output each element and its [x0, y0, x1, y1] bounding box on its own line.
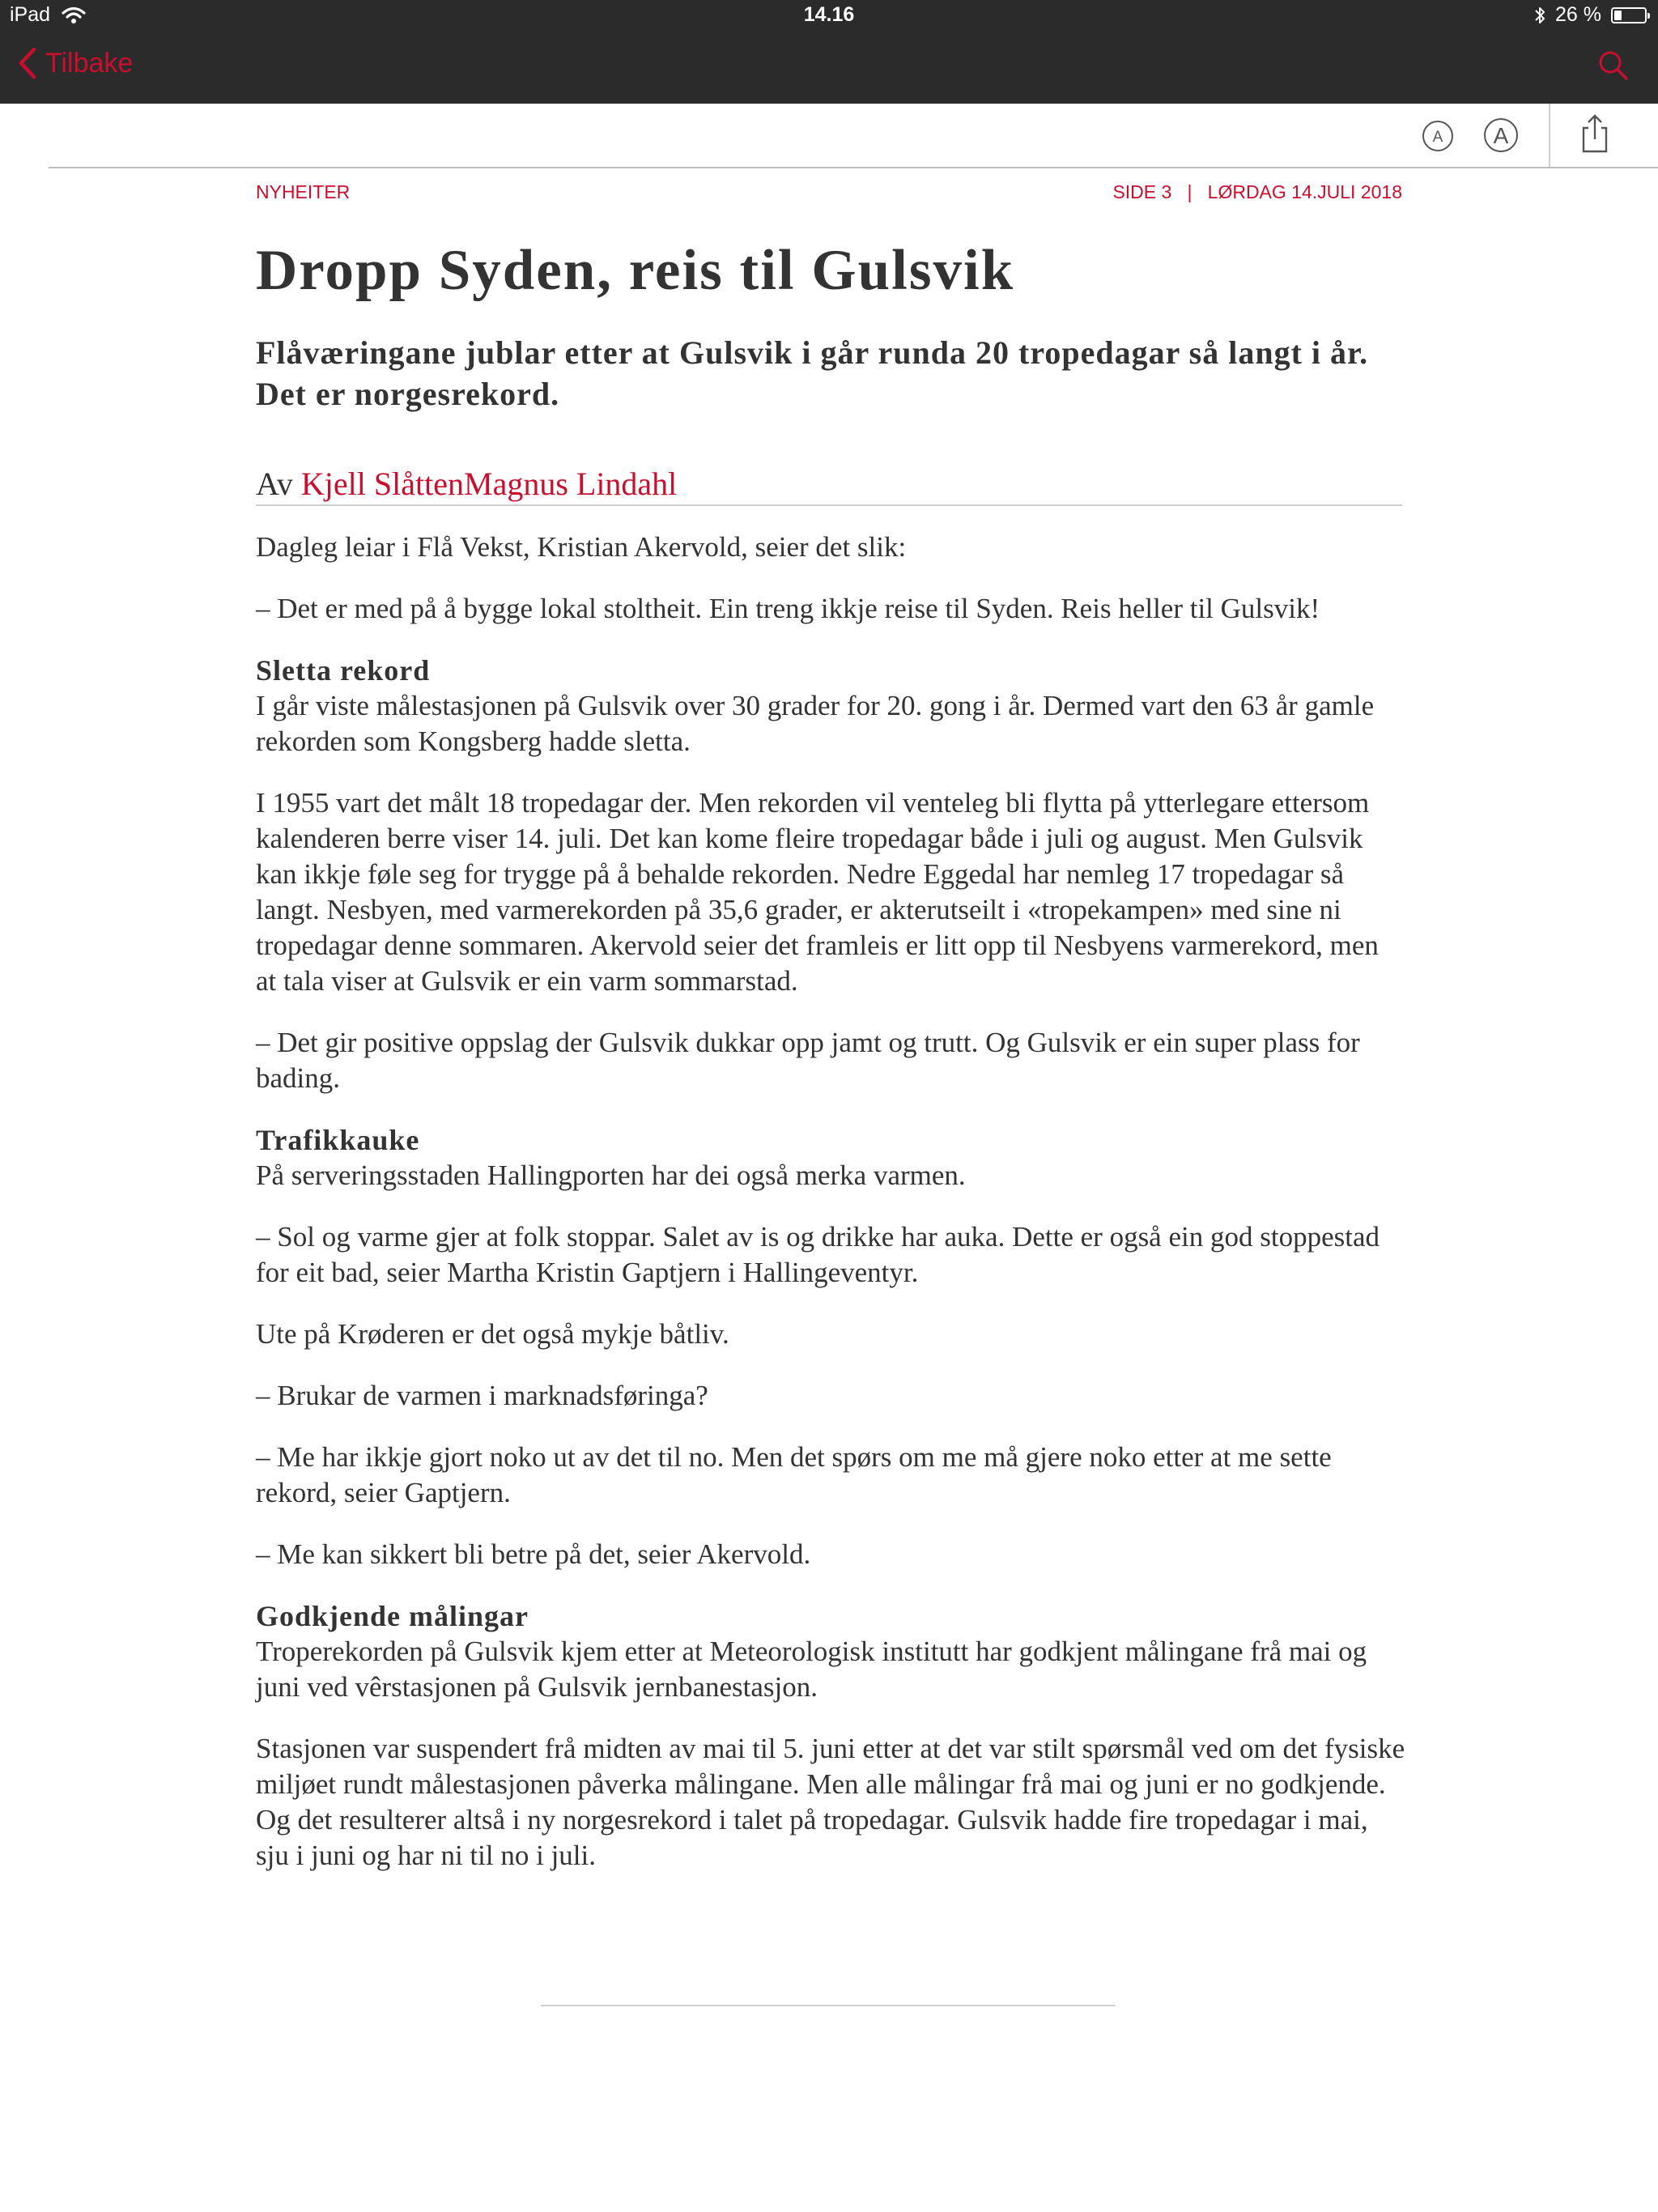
reader-toolbar — [49, 104, 1658, 168]
font-larger-glyph: A — [1493, 123, 1509, 148]
article-title: Dropp Syden, reis til Gulsvik — [256, 239, 1015, 302]
paragraph: På serveringsstaden Hallingporten har dei også merka varmen. — [256, 1159, 966, 1191]
paragraph: – Me kan sikkert bli betre på det, seier Akervold. — [256, 1538, 811, 1570]
search-button[interactable] — [1598, 50, 1629, 85]
paragraph: – Me har ikkje gjort noko ut av det til no. Men det spørs om me må gjere noko etter at me sette rekord, seier Gaptjern. — [256, 1441, 1332, 1508]
top-bar — [0, 0, 1658, 104]
font-smaller-button[interactable] — [1422, 120, 1454, 156]
paragraph: Troperekorden på Gulsvik kjem etter at Meteorologisk institutt har godkjent målingane frå mai og juni ved vêrstasjonen på Gulsvik jernbanestasjon. — [256, 1636, 1367, 1703]
page-date — [1112, 181, 1402, 203]
subheading: Sletta rekord — [256, 654, 431, 687]
chevron-left-icon — [18, 47, 37, 79]
end-divider — [541, 2005, 1116, 2006]
paragraph: – Det gir positive oppslag der Gulsvik dukkar opp jamt og trutt. Og Gulsvik er ein super plass for bading. — [256, 1027, 1360, 1094]
battery-percent: 26 % — [1555, 3, 1601, 26]
paragraph: – Brukar de varmen i marknadsføringa? — [256, 1380, 708, 1411]
paragraph: – Det er med på å bygge lokal stoltheit. Ein treng ikkje reise til Syden. Reis heller til Gulsvik! — [256, 593, 1320, 624]
article-lead: Flåværingane jublar etter at Gulsvik i går runda 20 tropedagar så langt i år. Det er norgesrekord. — [256, 334, 1369, 412]
font-smaller-icon — [1422, 120, 1454, 152]
status-right — [1534, 3, 1647, 27]
share-icon — [1579, 113, 1611, 154]
paragraph: I går viste målestasjonen på Gulsvik over 30 grader for 20. gong i år. Dermed vart den 63 år gamle rekorden som Kongsberg hadde sletta. — [256, 690, 1375, 757]
font-larger-icon — [1483, 117, 1519, 153]
back-button[interactable] — [18, 47, 133, 79]
subheading: Trafikkauke — [256, 1124, 420, 1156]
meta-separator: | — [1187, 181, 1192, 202]
paragraph: Stasjonen var suspendert frå midten av mai til 5. juni etter at det var stilt spørsmål ved om det fysiske miljøet rundt målestasjonen påverka målingane. Men alle målingar frå mai og juni er no godkjende. Og det resulterer altså i ny norgesrekord i talet på tropedagar. Gulsvik hadde fire tropedagar i mai, sju i juni og har ni til no i juli. — [256, 1733, 1405, 1871]
status-time: 14.16 — [803, 3, 855, 26]
font-smaller-glyph: A — [1432, 129, 1443, 146]
paragraph: – Sol og varme gjer at folk stoppar. Salet av is og drikke har auka. Dette er også ein god stoppestad for eit bad, seier Martha Kristin Gaptjern i Hallingeventyr. — [256, 1221, 1380, 1288]
bluetooth-icon — [1534, 6, 1545, 25]
byline — [256, 465, 1402, 506]
toolbar-divider — [1549, 104, 1550, 167]
byline-prefix: Av — [256, 466, 293, 502]
search-icon — [1598, 50, 1629, 81]
page-number: SIDE 3 — [1112, 181, 1172, 202]
share-button[interactable] — [1579, 113, 1611, 158]
author-link[interactable]: Kjell SlåttenMagnus Lindahl — [300, 466, 678, 502]
article-body — [256, 530, 1405, 1899]
paragraph: I 1955 vart det målt 18 tropedagar der. Men rekorden vil venteleg bli flytta på ytterlegare ettersom kalenderen berre viser 14. juli. Det kan kome fleire tropedagar både i juli og august. Men Gulsvik kan ikkje føle seg for trygge på å behalde rekorden. Nedre Eggedal har nemleg 17 tropedagar så langt. Nesbyen, med varmerekorden på 35,6 grader, er akterutseilt i «tropekampen» med sine ni tropedagar denne sommaren. Akervold seier det framleis er litt opp til Nesbyens varmerekord, men at tala viser at Gulsvik er ein varm sommarstad. — [256, 787, 1379, 997]
subheading: Godkjende målingar — [256, 1600, 529, 1632]
publish-date: LØRDAG 14.JULI 2018 — [1207, 181, 1402, 202]
battery-level — [1614, 11, 1622, 20]
device-name: iPad — [10, 3, 51, 26]
battery-icon — [1611, 7, 1647, 23]
section-label: NYHEITER — [256, 181, 351, 202]
back-label: Tilbake — [45, 47, 134, 79]
paragraph: Ute på Krøderen er det også mykje båtliv. — [256, 1318, 729, 1350]
paragraph: Dagleg leiar i Flå Vekst, Kristian Akervold, seier det slik: — [256, 531, 907, 563]
font-larger-button[interactable] — [1483, 117, 1519, 157]
